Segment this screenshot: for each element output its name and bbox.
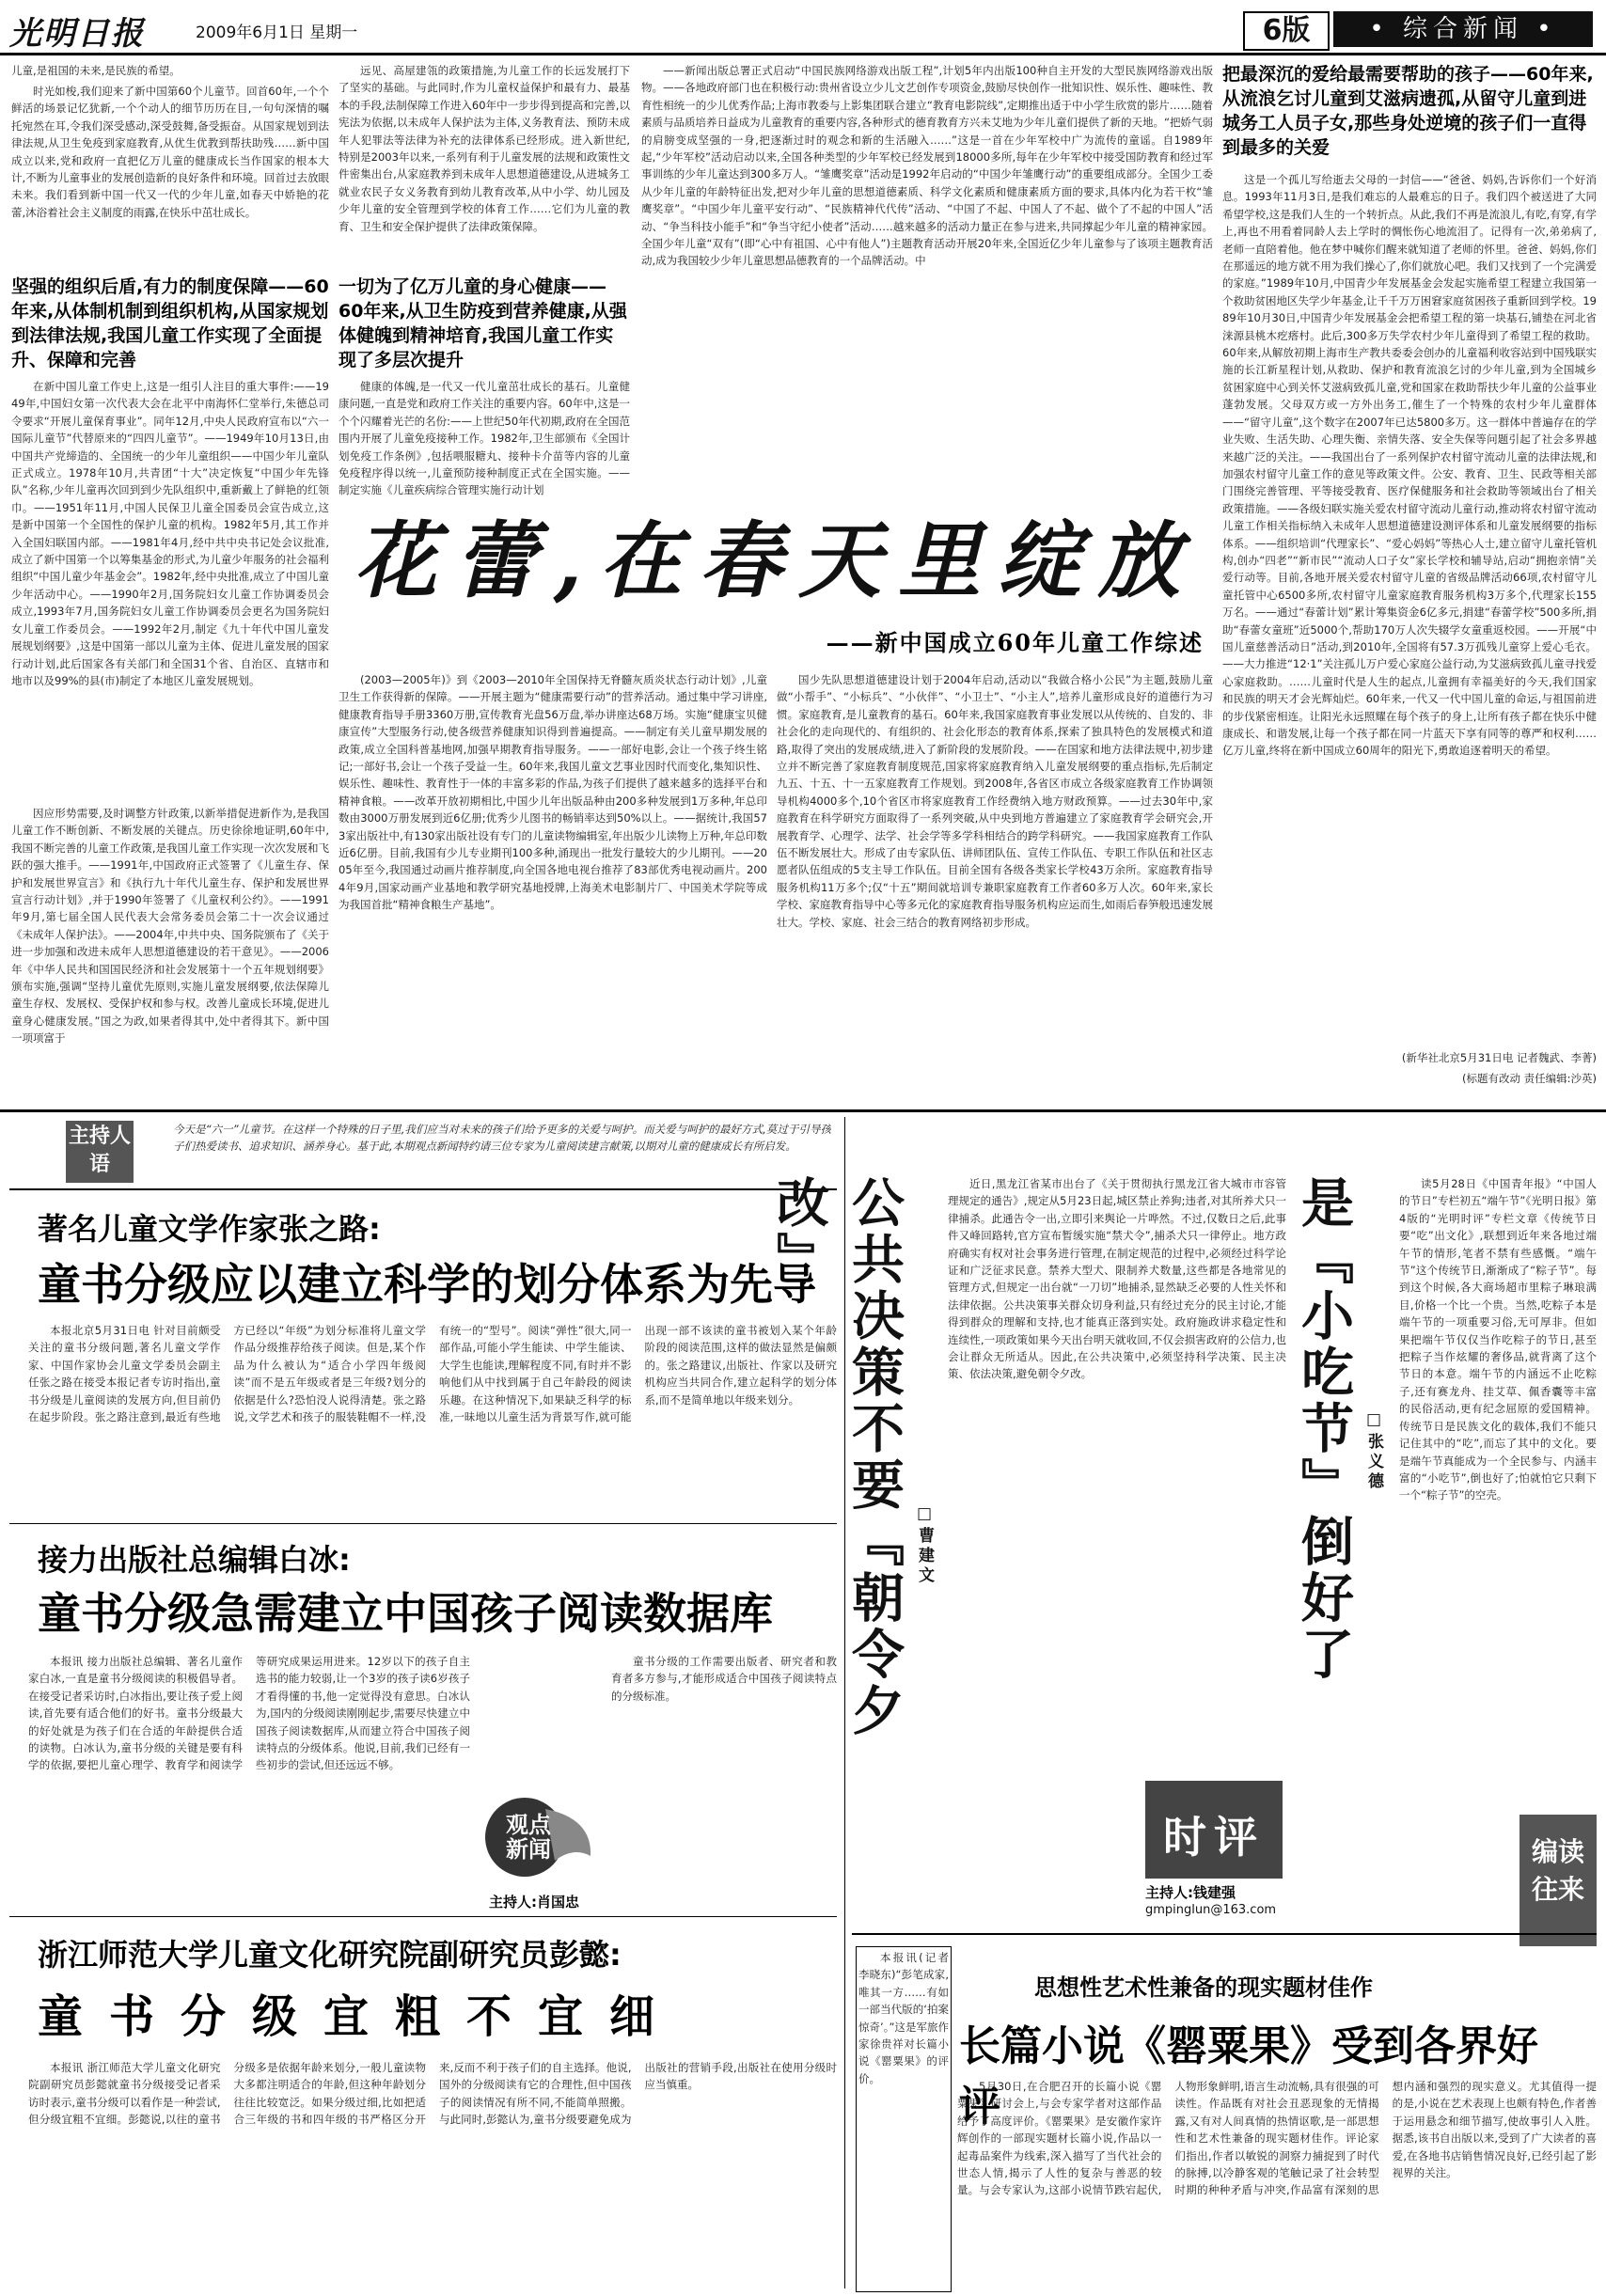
review-kicker: 思想性艺术性兼备的现实题材佳作 (1034, 1974, 1373, 2001)
masthead (0, 0, 1606, 55)
feature-col1-para: 时光如梭,我们迎来了新中国第60个儿童节。回首60年,一个个鲜活的场景记忆犹新,一个个动人的细节历历在目,一句句深情的嘱托宛然在耳,令我们深受感动,深受鼓舞,备受振奋。从国家规划到法律法规,从卫生免疫到家庭教育,从优生优教到帮扶助残……新中国成立以来,党和政府一直把亿万儿童的健康成长当作国家的根本大计,不断为儿童事业的发展创造新的良好条件和环境。回首过去放眼未来。我们看到新中国一代又一代的少年儿童,如春天中娇艳的花蕾,沐浴着社会主义制度的雨露,在快乐中茁壮成长。 (11, 85, 329, 219)
article1-title: 童书分级应以建立科学的划分体系为先导 (38, 1259, 816, 1310)
section-name: • 综合新闻 • (1333, 11, 1593, 47)
article2-rule (9, 1916, 837, 1917)
editor-box: 编读往来 (1519, 1815, 1597, 1946)
feature-col1-events: 在新中国儿童工作史上,这是一组引人注目的重大事件:——1949年,中国妇女第一次代表大会在北平中南海怀仁堂举行,朱德总司令要求“开展儿童保育事业”。同年12月,中央人民政府宣布以“六一国际儿童节”代替原来的“四四儿童节”。——1949年10月13日,由中国共产党缔造的、全国统一的少年儿童组织——中国少年儿童队正式成立。1978年10月,共青团“十大”决定恢复“中国少年先锋队”名称,少年儿童再次回到到少先队组织中,重新戴上了鲜艳的红领巾。——1951年11月,中国人民保卫儿童全国委员会宣告成立,这是新中国第一个全国性的保护儿童的机构。1982年5月,其工作并入全国妇联国内部。——1981年4月,经中共中央书记处会议批准,成立了新中国第一个以筹集基金的形式,为儿童少年服务的社会福利组织“中国儿童少年基金会”。1982年,经中央批准,成立了中国儿童少年活动中心。——1990年2月,国务院妇女儿童工作协调委员会成立,1993年7月,国务院妇女儿童工作协调委员会更名为国务院妇女儿童工作委员会。——1992年2月,制定《九十年代中国儿童发展规划纲要》,这是中国第一部以儿童为主体、促进儿童发展的国家行动计划,此后国家各有关部门和全国31个省、自治区、直辖市和地市以及99%的县(市)制定了本地区儿童发展规划。 (11, 380, 329, 687)
feature-col1-policy: 因应形势需要,及时调整方针政策,以新举措促进新作为,是我国儿童工作不断创新、不断发展的关键点。历史徐徐地证明,60年中,我国不断完善的儿童工作政策,是我国儿童工作实现一次次发展和飞跃的强大推手。——1991年,中国政府正式签署了《儿童生存、保护和发展世界宣言》和《执行九十年代儿童生存、保护和发展世界宣言行动计划》,并于1990年签署了《儿童权利公约》。——1991年9月,第七届全国人民代表大会常务委员会第二十一次会议通过《未成年人保护法》。——2004年,中共中央、国务院颁布了《关于进一步加强和改进未成年人思想道德建设的若干意见》。——2006年《中华人民共和国国民经济和社会发展第十一个五年规划纲要》颁布实施,强调“坚持儿童优先原则,实施儿童发展纲要,依法保障儿童生存权、发展权、受保护权和参与权。改善儿童成长环境,促进儿童身心健康发展。”国之为政,如果者得其中,处中者得其下。新中国一项项富于 (11, 807, 329, 1046)
article2-title: 童书分级急需建立中国孩子阅读数据库 (38, 1588, 773, 1639)
article2-body-b: 童书分级的工作需要出版者、研究者和教育者多方参与,才能形成适合中国孩子阅读特点的分级标准。 (611, 1655, 837, 1703)
feature-col2-health: 健康的体魄,是一代又一代儿童茁壮成长的基石。儿童健康问题,一直是党和政府工作关注的重要内容。60年中,这是一个个闪耀着光芒的名份:——上世纪50年代初期,政府在全国范围内开展了儿童免疫接种工作。1982年,卫生部颁布《全国计划免疫工作条例》,包括喂服糖丸、接种卡介苗等内容的儿童免疫程序得以统一,儿童预防接种制度正式在全国实施。——制定实施《儿童疾病综合管理实施行动计划 (339, 380, 630, 497)
feature-lower-col-b: 国少先队思想道德建设计划于2004年启动,活动以“我做合格小公民”为主题,鼓励儿童做“小帮手”、“小标兵”、“小伙伴”、“小卫士”、“小主人”,培养儿童形成良好的道德行为习惯。家庭教育,是儿童教育的基石。60年来,我国家庭教育事业发展以从传统的、自发的、非社会化的走向现代的、有组织的、社会化形态的教育体系,探索了独具特色的发展模式和道路,取得了突出的发展成绩,进入了新阶段的发展阶段。——在国家和地方法律法规中,初步建立并不断完善了家庭教育制度规范,国家将家庭教育纳入儿童发展纲要的重点指标,先后制定九五、十五、十一五家庭教育工作规划。到2008年,各省区市成立各级家庭教育工作协调领导机构4000多个,10个省区市将家庭教育工作经费纳入地方财政预算。——过去30年中,家庭教育在科学研究方面取得了一系列突破,从中央到地方普遍建立了家庭教育学会研究会,开展教育学、心理学、法学、社会学等多学科相结合的跨学科研究。——我国家庭教育工作队伍不断发展壮大。形成了由专家队伍、讲师团队伍、宣传工作队伍、专职工作队伍和社区志愿者队伍组成的5支主导工作队伍。目前全国有各级各类家长学校43万余所。家庭教育指导服务机构11万多个;仅“十五”期间就培训专兼职家庭教育工作者60多万人次。60年来,家长学校、家庭教育指导中心等多元化的家庭教育指导服务机构应运而生,如雨后春笋般迅速发展壮大。学校、家庭、社会三结合的教育网络初步形成。 (777, 673, 1213, 929)
commentary2-title: 是『小吃节』倒好了 (1293, 1175, 1355, 1683)
commentary-label: 时评 (1163, 1812, 1265, 1863)
feature-lower-col-a: (2003—2005年)》到《2003—2010年全国保持无脊髓灰质炎状态行动计划》,儿童卫生工作获得新的保障。——开展主题为“健康需要行动”的营养活动。通过集中学习讲座,健康教育指导手册3360万册,宣传教育光盘56万盘,举办讲座达68万场。实施“健康宝贝健康宣传”大型服务行动,使各级营养健康知识得到普遍提高。——制定有关儿童早期发展的政策,成立全国科普基地网,加强早期教育指导服务。——一部好电影,会让一个孩子终生铭记;一部好书,会让一个孩子受益一生。60年来,我国儿童文艺事业因时代而变化,集知识性、娱乐性、趣味性、教育性于一体的丰富多彩的作品,为孩子们提供了越来越多的选择平台和精神食粮。——改革开放初期相比,中国少儿年出版品种由200多种发展到1万多种,年总印数由3000万册发展到近6亿册;优秀少儿图书的畅销率达到50%以上。——据统计,我国573家出版社中,有130家出版社设有专门的儿童读物编辑室,年出版少儿读物上万种,年总印数近6亿册。目前,我国有少儿专业期刊100多种,涌现出一批发行量较大的少儿期刊。——2005年至今,我国通过动画片推荐制度,向全国各地电视台推荐了83部优秀电视动画片。2004年9月,国家动画产业基地和教学研究基地授牌,上海美术电影制片厂、中国美术学院等成为我国首批“精神食粮生产基地”。 (339, 673, 767, 912)
article3-kicker: 浙江师范大学儿童文化研究院副研究员彭懿: (38, 1937, 622, 1973)
review-title: 长篇小说《罂粟果》受到各界好评 (959, 2022, 1538, 2131)
commentary1-author: □曹建文 (915, 1504, 934, 1586)
review-lead: 本报讯(记者李晓东)“彭笔成家,唯其一方……有如一部当代版的‘拍案惊奇’。”这是军旅作家徐贵祥对长篇小说《罂粟果》的评价。 (856, 1946, 952, 2292)
host-intro: 今天是“六一”儿童节。在这样一个特殊的日子里,我们应当对未来的孩子们给予更多的关爱与呵护。而关爱与呵护的最好方式,莫过于引导孩子们热爱读书、追求知识、涵养身心。基于此,本期观点新闻特约请三位专家为儿童阅读建言献策,以期对儿童的健康成长有所启发。 (173, 1123, 831, 1154)
section-divider (0, 1109, 1606, 1112)
feature-subhead-2: 一切为了亿万儿童的身心健康——60年来,从卫生防疫到营养健康,从强体健魄到精神培育,我国儿童工作实现了多层次提升 (339, 276, 627, 370)
article2-kicker: 接力出版社总编辑白冰: (38, 1542, 351, 1578)
host-rule (9, 1188, 837, 1190)
masthead-rule (0, 53, 1606, 55)
article3-title: 童书分级宜粗不宜细 (38, 1990, 682, 2043)
commentary1-body: 近日,黑龙江省某市出台了《关于贯彻执行黑龙江省大城市市容管理规定的通告》,规定从5月23日起,城区禁止养狗;违者,对其所养犬只一律捕杀。此通告令一出,立即引来舆论一片哗然。不过,仅数日之后,此事件又峰回路转,官方宣布暂缓实施“禁犬令”,捕杀犬只一律停止。地方政府确实有权对社会事务进行管理,在制定规范的过程中,必须经过科学论证和广泛征求民意。禁养大型犬、限制养犬数量,这些都是各地常见的管理方式,但规定一出台就“一刀切”地捕杀,显然缺乏必要的人性关怀和法律依据。公共决策事关群众切身利益,只有经过充分的民主讨论,才能得到群众的理解和支持,也才能真正落到实处。政府施政讲求稳定性和连续性,一项政策如果今天出台明天就收回,不仅会损害政府的公信力,也会让群众无所适从。因此,在公共决策中,必须坚持科学决策、民主决策、依法决策,避免朝令夕改。 (948, 1177, 1286, 1381)
article3-body: 本报讯 浙江师范大学儿童文化研究院副研究员彭懿就童书分级接受记者采访时表示,童书分级可以看作是一种尝试,但分级宜粗不宜细。彭懿说,以往的童书分级多是依据年龄来划分,一般儿童读物大多都注明适合的年龄,但这种年龄划分往往比较宽泛。如果分级过细,比如把适合三年级的书和四年级的书严格区分开来,反而不利于孩子们的自主选择。他说,国外的分级阅读有它的合理性,但中国孩子的阅读情况有所不同,不能简单照搬。与此同时,彭懿认为,童书分级要避免成为出版社的营销手段,出版社在使用分级时应当慎重。 (28, 2061, 837, 2127)
feature-main-subhead: ——新中国成立60年儿童工作综述 (826, 629, 1204, 656)
article1-kicker: 著名儿童文学作家张之路: (38, 1211, 381, 1247)
column-host-name: 主持人:肖国忠 (489, 1894, 579, 1911)
publication-date: 2009年6月1日 星期一 (196, 24, 358, 42)
page-number: 6版 (1243, 11, 1330, 51)
commentary1-title: 公共决策不要『朝令夕改』 (768, 1175, 905, 1739)
feature-subhead-1: 坚强的组织后盾,有力的制度保障——60年来,从体制机制到组织机构,从国家规划到法律法规,我国儿童工作实现了全面提升、保障和完善 (11, 276, 329, 370)
feature-col3-para: ——新闻出版总署正式启动“中国民族网络游戏出版工程”,计划5年内出版100种自主开发的大型民族网络游戏出版物。——各地政府部门也在积极行动:贵州省设立少儿文艺创作专项资金,鼓励尽快创作一批知识性、娱乐性、趣味性、教育性相统一的少儿优秀作品;上海市教委与上影集团联合建立“教育电影院线”,定期推出适于中小学生欣赏的影片……随着素质与品质培养日益成为儿童教育的重要内容,各种形式的德育教育方兴未艾地为少年儿童们提供了新的天地。“把娇气弱的肩膀变成坚强的一身,把逐渐过时的观念和新的生活融入……”这是一首在少年军校中广为流传的童谣。自1989年起,“少年军校”活动启动以来,全国各种类型的少年军校已经发展到18000多所,每年在少年军校中接受国防教育和经过军事训练的少年儿童达到300多万人。“雏鹰奖章”活动是1992年启动的“中国少年雏鹰行动”的重要组成部分。全国少工委从少年儿童的年龄特征出发,把对少年儿童的思想道德素质、科学文化素质和健康素质方面的要求,具体内化为若干枚“雏鹰奖章”。“中国少年儿童平安行动”、“民族精神代代传”活动、“中国了不起、中国人了不起、做个了不起的中国人”活动、“争当科技小能手”和“争当守纪小使者”活动……越来越多的活动力量正在参与进来,共同撑起少年儿童的精神家园。全国少年儿童“双有”(即“心中有祖国、心中有他人”)主题教育活动开展20年来,全国近亿少年儿童参与了该项主题教育活动,成为我国较少少年儿童思想品德教育的一个品牌活动。中 (641, 64, 1213, 268)
paper-name: 光明日报 (9, 15, 145, 53)
article1-rule (9, 1523, 837, 1524)
commentary2-body: 读5月28日《中国青年报》“中国人的节日”专栏初五“端午节”《光明日报》第4版的“光明时评”专栏文章《传统节日要“吃”出文化》,联想到近年来各地过端午节的情形,笔者不禁有些感慨。“端午节”这个传统节日,渐渐成了“粽子节”。每到这个时候,各大商场超市里粽子琳琅满目,价格一个比一个贵。当然,吃粽子本是端午节的一项重要习俗,无可厚非。但如果把端午节仅仅当作吃粽子的节日,甚至把粽子当作炫耀的奢侈品,就背离了这个节日的本意。端午节的内涵远不止吃粽子,还有赛龙舟、挂艾草、佩香囊等丰富的民俗活动,更有纪念屈原的爱国精神。传统节日是民族文化的载体,我们不能只记住其中的“吃”,而忘了其中的文化。要是端午节真能成为一个全民参与、内涵丰富的“小吃节”,倒也好了;怕就怕它只剩下一个“粽子节”的空壳。 (1399, 1177, 1597, 1502)
viewpoint-logo (480, 1790, 602, 1884)
commentary2-author: □张义德 (1364, 1410, 1383, 1492)
commentary-label-box (1145, 1781, 1283, 1879)
article2-body-a: 本报讯 接力出版社总编辑、著名儿童作家白冰,一直是童书分级阅读的积极倡导者。在接受记者采访时,白冰指出,要让孩子爱上阅读,首先要有适合他们的好书。童书分级最大的好处就是为孩子们在合适的年龄提供合适的读物。白冰认为,童书分级的关键是要有科学的依据,要把儿童心理学、教育学和阅读学等研究成果运用进来。12岁以下的孩子自主选书的能力较弱,让一个3岁的孩子读6岁孩子才看得懂的书,他一定觉得没有意思。白冰认为,国内的分级阅读刚刚起步,需要尽快建立中国孩子阅读数据库,从而建立符合中国孩子阅读特点的分级体系。他说,目前,我们已经有一些初步的尝试,但还远远不够。 (28, 1655, 470, 1772)
feature-main-headline: 花蕾,在春天里绽放 (354, 511, 1198, 609)
feature-col2-para: 远见、高屋建瓴的政策措施,为儿童工作的长远发展打下了坚实的基础。与此同时,作为儿童权益保护和最有力、最基本的手段,法制保障工作进入60年中一步步得到提高和完善,以宪法为依据,以未成年人保护法为主体,义务教育法、预防未成年人犯罪法等法律为补充的法律体系已经形成。进入新世纪,特别是2003年以来,一系列有利于儿童发展的法规和政策性文件密集出台,从家庭教养到未成年人思想道德建设,从进城务工就业农民子女义务教育到幼儿教育改革,从中小学、幼儿园及少年儿童的安全管理到学校的体育工作……它们为儿童的教育、卫生和安全保护提供了法律政策保障。 (339, 64, 630, 233)
feature-col4-body: 这是一个孤儿写给逝去父母的一封信——“爸爸、妈妈,告诉你们一个好消息。1993年11月3日,是我们难忘的人最难忘的日子。我们四个被送进了大同希望学校,这是我们人生的一个转折点。从此,我们不再是流浪儿,有吃,有穿,有学上,再也不用看着同龄人去上学时的惆怅伤心地流泪了。记得有一次,弟弟病了,老师一直陪着他。他在梦中喊你们醒来就知道了老师的怀里。爸爸、妈妈,你们在那遥远的地方就不用为我们操心了,你们就放心吧。我们又找到了一个完满爱的家庭。”1989年10月,中国青少年发展基金会发起实施希望工程建立我国第一个救助贫困地区失学少年基金,让千千万万困窘家庭贫困孩子重新回到学校。1989年10月30日,中国青少年发展基金会把希望工程的第一块基石,铺垫在河北省涞源县桃木疙瘩村。此后,300多万失学农村少年儿童得到了希望工程的救助。60年来,从解放初期上海市生产教共委委会创办的儿童福利收容站到中国残联实施的长江新星程计划,从救助、保护和教育流浪乞讨的少年儿童,到为全国城乡贫困家庭中心到关怀艾滋病致孤儿童,党和国家在救助帮扶少年儿童的公益事业蓬勃发展。父母双方或一方外出务工,催生了一个特殊的农村少年儿童群体——“留守儿童”,这个数字在2007年已达5800多万。这一群体中普遍存在的学业失败、生活失助、心理失衡、亲情失落、安全失保等问题引起了社会多界越来越广泛的关注。——我国出台了一系列保护农村留守流动儿童的法律法规,和加强农村留守儿童工作的意见等政策文件。公安、教育、卫生、民政等相关部门围绕完善管理、平等接受教育、医疗保健服务和社会救助等领域出台了相关政策措施。——各级妇联实施关爱农村留守流动儿童行动,推动将农村留守流动儿童工作相关指标纳入未成年人思想道德建设测评体系和儿童发展纲要的指标体系。——组织培训“代理家长”、“爱心妈妈”等热心人士,建立留守儿童托管机构,创办“四老”“新市民”“流动人口子女”家长学校和辅导站,启动“拥抱亲情”关爱行动等。目前,各地开展关爱农村留守儿童的省级品牌活动66项,农村留守儿童托管中心6500多所,农村留守儿童家庭教育服务机构3万多个,代理家长155万名。——通过“春蕾计划”累计筹集资金6亿多元,捐建“春蕾学校”500多所,捐助“春蕾女童班”近5000个,帮助170万人次失辍学女童重返校园。——开展“中国儿童慈善活动日”活动,到2010年,全国将有57.3万孤残儿童穿上爱心毛衣。——大力推进“12·1”关注孤儿万户爱心家庭公益行动,为艾滋病致孤儿童寻找爱心家庭救助。……儿童时代是人生的起点,儿童拥有幸福美好的今天,我们国家和民族的明天才会光辉灿烂。60年来,一代又一代中国儿童的命运,与祖国前进的步伐紧密相连。让阳光永远照耀在每个孩子的身上,让所有孩子都在快乐中健康成长、和谐发展,让每一个孩子都在同一片蓝天下享有同等的尊严和权利……亿万儿童,终将在新中国成立60周年的阳光下,勇敢追逐着明天的希望。 (1222, 173, 1597, 758)
article1-body: 本报北京5月31日电 针对目前颇受关注的童书分级问题,著名儿童文学作家、中国作家协会儿童文学委员会副主任张之路在接受本报记者专访时指出,童书分级是儿童阅读的发展方向,但目前仍在起步阶段。张之路注意到,最近有些地方已经以“年级”为划分标准将儿童文学作品分级推荐给孩子阅读。但是,某个作品为什么被认为“适合小学四年级阅读”而不是五年级或者是三年级?划分的依据是什么?恐怕没人说得清楚。张之路说,文学艺术和孩子的服装鞋帽不一样,没有统一的“型号”。阅读“弹性”很大,同一部作品,可能小学生能读、中学生能读、大学生也能读,理解程度不同,有时并不影响他们从中找到属于自己年龄段的阅读乐趣。在这种情况下,如果缺乏科学的标准,一昧地以儿童生活为背景写作,就可能出现一部不该读的童书被划入某个年龄阶段的阅读范围,这样的做法显然是偏颇的。张之路建议,出版社、作家以及研究机构应当共同合作,建立起科学的划分体系,而不是简单地以年级来划分。 (28, 1324, 837, 1424)
review-rule (852, 1933, 1597, 1935)
feature-intro: 儿童,是祖国的未来,是民族的希望。 (11, 64, 181, 77)
commentary-email[interactable]: gmpinglun@163.com (1145, 1903, 1277, 1917)
feature-editor: (标题有改动 责任编辑:沙英) (1461, 1072, 1597, 1085)
feature-col4-subhead: 把最深沉的爱给最需要帮助的孩子——60年来,从流浪乞讨儿童到艾滋病遗孤,从留守儿童到进城务工人员子女,那些身处逆境的孩子们一直得到最多的关爱 (1222, 64, 1594, 158)
host-label: 主持人语 (66, 1121, 134, 1183)
viewpoint-logo-text: 观点新闻 (506, 1811, 551, 1863)
review-body: 5月30日,在合肥召开的长篇小说《罂粟果》研讨会上,与会专家学者对这部作品给予了高度评价。《罂粟果》是安徽作家许辉创作的一部现实题材长篇小说,作品以一起毒品案件为线索,深入描写了当代社会的世态人情,揭示了人性的复杂与善恶的较量。与会专家认为,这部小说情节跌宕起伏,人物形象鲜明,语言生动流畅,具有很强的可读性。作品既有对社会丑恶现象的无情揭露,又有对人间真情的热情讴歌,是一部思想性和艺术性兼备的现实题材佳作。评论家们指出,作者以敏锐的洞察力捕捉到了时代的脉搏,以冷静客观的笔触记录了社会转型时期的种种矛盾与冲突,作品富有深刻的思想内涵和强烈的现实意义。尤其值得一提的是,小说在艺术表现上也颇有特色,作者善于运用悬念和细节描写,使故事引人入胜。据悉,该书自出版以来,受到了广大读者的喜爱,在各地书店销售情况良好,已经引起了影视界的关注。 (957, 2080, 1597, 2197)
commentary-host: 主持人:钱建强 (1145, 1884, 1236, 1901)
feature-byline: (新华社北京5月31日电 记者魏武、李菁) (1401, 1051, 1597, 1064)
